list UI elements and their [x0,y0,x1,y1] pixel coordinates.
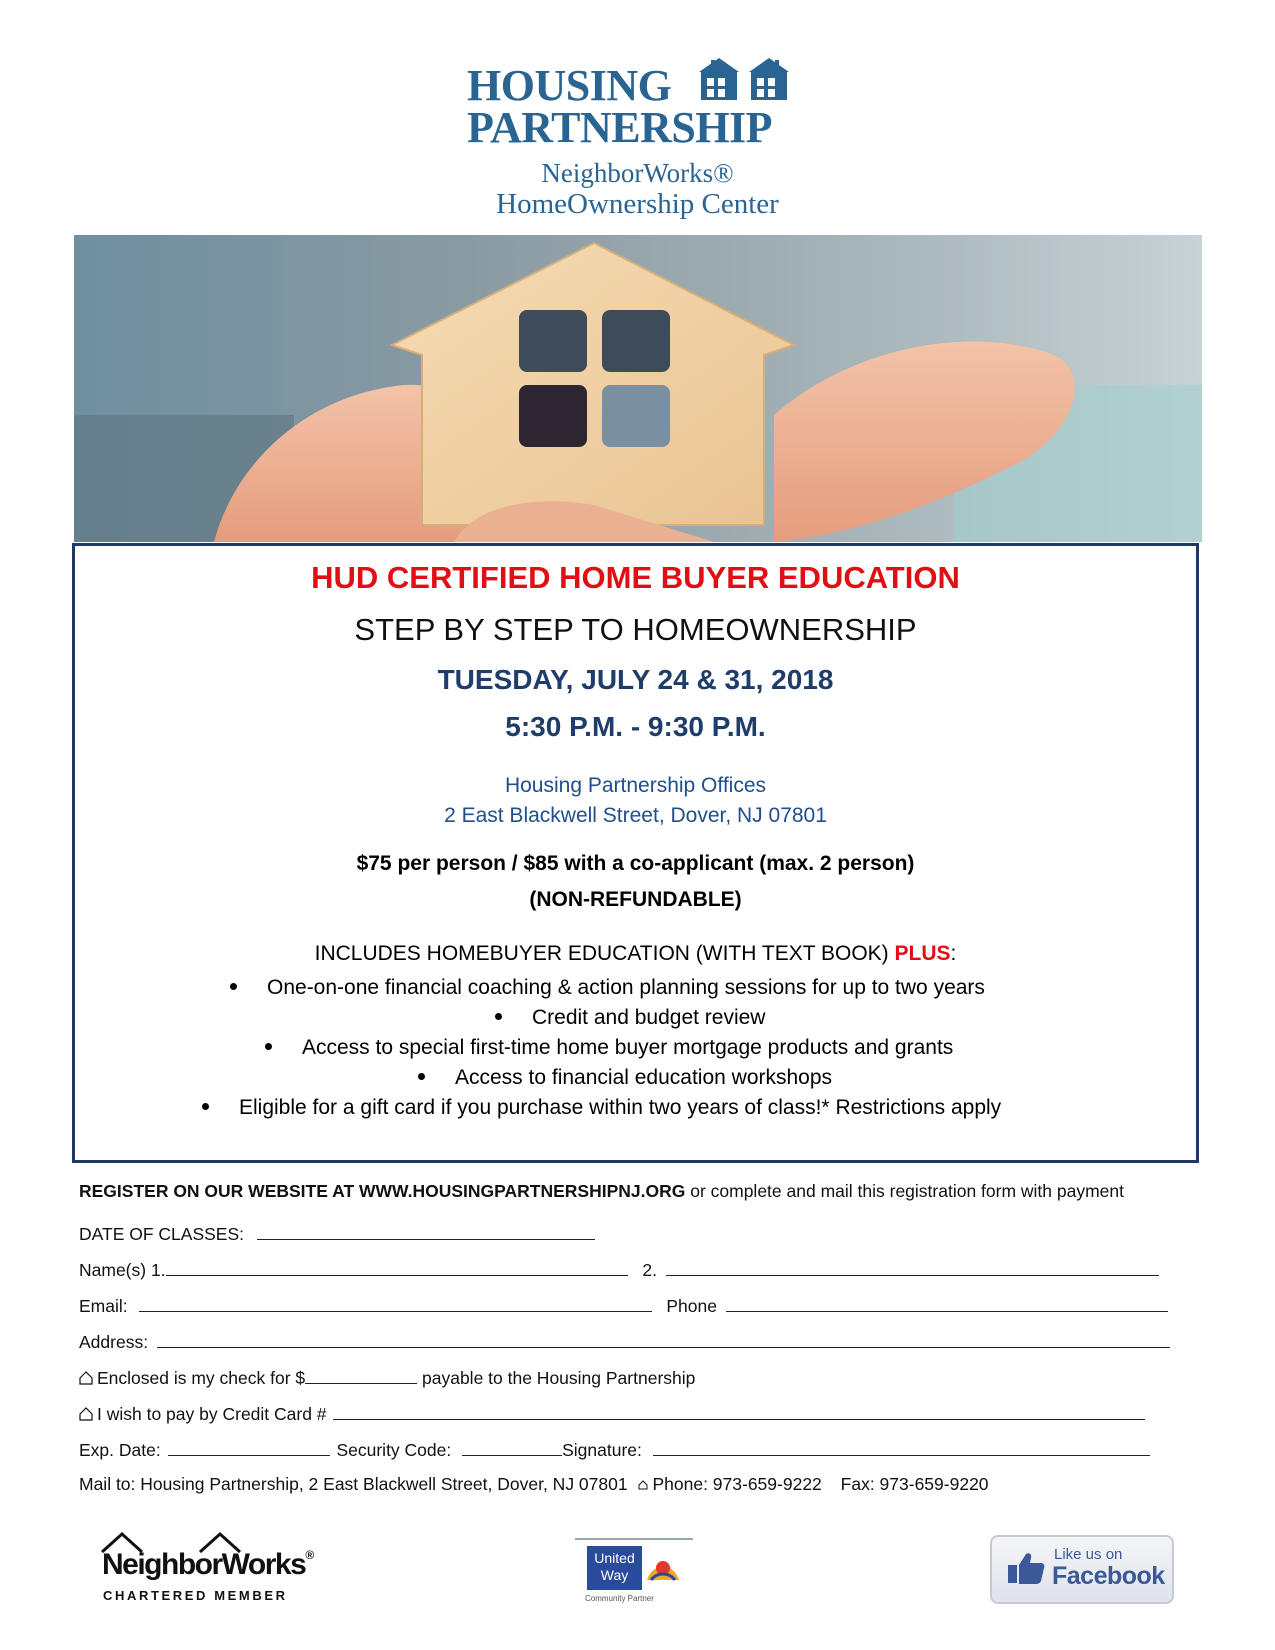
united-way-hand-icon [643,1550,683,1586]
names-label: Name(s) 1. [79,1260,166,1280]
phone-field[interactable] [726,1295,1168,1312]
event-date: TUESDAY, JULY 24 & 31, 2018 [437,664,834,695]
date-row [79,1223,595,1245]
benefit-item [265,1036,953,1060]
check-label-pre: Enclosed is my check for $ [97,1368,306,1388]
register-rest: or complete and mail this registration form with payment [685,1181,1125,1201]
house-checkbox-icon[interactable] [79,1407,93,1421]
nw-tagline: CHARTERED MEMBER [103,1588,288,1603]
benefit-item [495,1006,765,1030]
bullet-icon [265,1043,272,1050]
email-phone-row [79,1295,1168,1317]
security-label: Security Code: [336,1440,452,1460]
location-address: 2 East Blackwell Street, Dover, NJ 07801 [444,804,827,827]
uw-top-rule [575,1538,693,1540]
name1-field[interactable] [166,1259,628,1276]
names-row [79,1259,1159,1281]
benefit-item [230,976,985,1000]
register-website[interactable]: REGISTER ON OUR WEBSITE AT WWW.HOUSINGPARTNERSHIPNJ.ORG [79,1181,686,1201]
name2-label: 2. [642,1260,658,1280]
benefit-text: Credit and budget review [532,1006,766,1029]
bullet-icon [418,1073,425,1080]
nw-registered: ® [305,1548,313,1562]
email-label: Email: [79,1296,128,1316]
house-in-hands-photo-icon [74,235,1202,542]
event-time: 5:30 P.M. - 9:30 P.M. [505,711,766,742]
thumbs-up-icon [1006,1551,1046,1585]
address-label: Address: [79,1332,149,1352]
bullet-icon [230,983,237,990]
security-code-field[interactable] [462,1439,562,1456]
benefit-text: Access to special first-time home buyer mortgage products and grants [302,1036,954,1059]
check-row [79,1367,695,1389]
check-amount-field[interactable] [305,1367,417,1384]
exp-date-field[interactable] [168,1439,330,1456]
phone-info: Phone: 973-659-9222 [652,1474,822,1494]
logo-homeownership-center: HomeOwnership Center [496,188,779,220]
card-number-field[interactable] [333,1403,1145,1420]
hero-photo [74,235,1202,542]
uw-tagline: Community Partner [585,1594,654,1603]
refund-note: (NON-REFUNDABLE) [529,888,742,911]
united-way-logo [575,1538,695,1618]
nw-name: NeighborWorks [102,1548,306,1581]
mail-to-address: Mail to: Housing Partnership, 2 East Blackwell Street, Dover, NJ 07801 [79,1474,628,1494]
fb-like-text: Like us on [1054,1546,1123,1563]
bullet-icon [495,1013,502,1020]
benefit-text: One-on-one financial coaching & action planning sessions for up to two years [267,976,985,999]
signature-field[interactable] [653,1439,1150,1456]
address-field[interactable] [157,1331,1170,1348]
fax-info: Fax: 973-659-9220 [840,1474,989,1494]
email-field[interactable] [139,1295,652,1312]
house-small-icon [638,1480,648,1490]
logo-neighborworks: NeighborWorks® [541,158,734,188]
name2-field[interactable] [666,1259,1159,1276]
price-text: $75 per person / $85 with a co-applicant (max. 2 person) [356,852,915,875]
event-subtitle: STEP BY STEP TO HOMEOWNERSHIP [354,612,917,647]
logo-word-partnership: PARTNERSHIP [467,103,773,152]
logo-word-housing: HOUSING [467,61,672,110]
credit-card-row [79,1403,1145,1425]
includes-heading [75,942,1196,966]
fb-facebook-text: Facebook [1052,1562,1165,1590]
address-row [79,1331,1170,1353]
register-instructions [79,1181,1124,1202]
neighborworks-wordmark [102,1548,313,1582]
housing-partnership-logo [455,50,820,225]
facebook-like-badge[interactable] [990,1535,1174,1604]
includes-plus: PLUS [894,942,951,965]
neighborworks-logo [100,1530,313,1610]
card-label: I wish to pay by Credit Card # [97,1404,327,1424]
uw-blue-block [587,1546,642,1590]
check-label-post: payable to the Housing Partnership [417,1368,696,1388]
benefit-item [202,1096,1001,1120]
benefit-item [418,1066,832,1090]
exp-sig-row [79,1439,1150,1461]
logo-houses-icon [697,56,797,100]
includes-suffix: : [950,942,957,965]
exp-label: Exp. Date: [79,1440,161,1460]
benefit-text: Eligible for a gift card if you purchase within two years of class!* Restrictions apply [239,1096,1002,1119]
date-field[interactable] [257,1223,595,1240]
includes-prefix: INCLUDES HOMEBUYER EDUCATION (WITH TEXT BOOK) [314,942,895,965]
phone-label: Phone [666,1296,717,1316]
signature-label: Signature: [562,1440,642,1460]
uw-line1: United [594,1550,635,1566]
event-title: HUD CERTIFIED HOME BUYER EDUCATION [311,560,960,595]
house-checkbox-icon[interactable] [79,1371,93,1385]
bullet-icon [202,1103,209,1110]
uw-line2: Way [600,1567,629,1583]
date-label: DATE OF CLASSES: [79,1224,244,1244]
mail-to-row [79,1474,989,1495]
event-info-box [72,543,1199,1163]
benefit-text: Access to financial education workshops [455,1066,833,1089]
location-name: Housing Partnership Offices [504,774,767,797]
